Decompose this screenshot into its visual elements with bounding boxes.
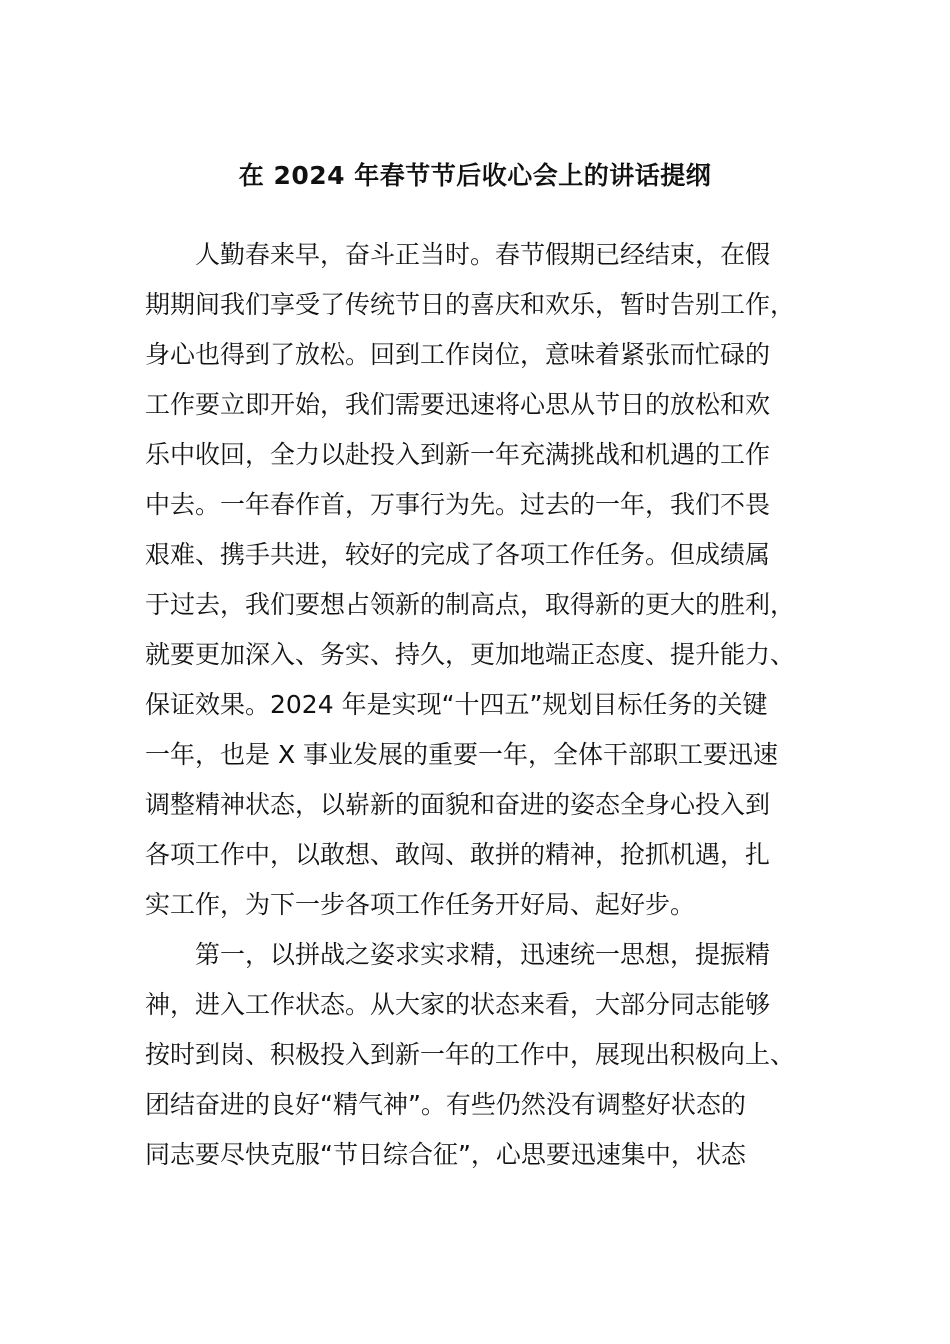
text-line: 团结奋进的良好“精气神”。有些仍然没有调整好状态的 (145, 1090, 746, 1119)
text-line: 身心也得到了放松。回到工作岗位，意味着紧张而忙碌的 (145, 340, 771, 369)
text-line: 于过去，我们要想占领新的制高点，取得新的更大的胜利， (145, 590, 796, 619)
paragraph-2 (145, 930, 805, 1180)
text-line: 保证效果。2024 年是实现“十四五”规划目标任务的关键 (145, 690, 768, 719)
text-line: 人勤春来早，奋斗正当时。春节假期已经结束，在假 (145, 240, 771, 269)
text-line: 一年，也是 X 事业发展的重要一年，全体干部职工要迅速 (145, 740, 779, 769)
text-line: 工作要立即开始，我们需要迅速将心思从节日的放松和欢 (145, 390, 771, 419)
text-line: 乐中收回，全力以赴投入到新一年充满挑战和机遇的工作 (145, 440, 771, 469)
text-line: 同志要尽快克服“节日综合征”，心思要迅速集中，状态 (145, 1140, 746, 1169)
text-line: 期期间我们享受了传统节日的喜庆和欢乐，暂时告别工作， (145, 290, 796, 319)
text-line: 就要更加深入、务实、持久，更加地端正态度、提升能力、 (145, 640, 796, 669)
document-body (145, 230, 805, 1180)
text-line: 第一，以拼战之姿求实求精，迅速统一思想，提振精 (145, 940, 771, 969)
document-title: 在 2024 年春节节后收心会上的讲话提纲 (238, 161, 712, 190)
text-line: 各项工作中，以敢想、敢闯、敢拼的精神，抢抓机遇，扎 (145, 840, 771, 869)
paragraph-1 (145, 230, 805, 930)
text-line: 按时到岗、积极投入到新一年的工作中，展现出积极向上、 (145, 1040, 796, 1069)
text-line: 中去。一年春作首，万事行为先。过去的一年，我们不畏 (145, 490, 771, 519)
text-line: 调整精神状态，以崭新的面貌和奋进的姿态全身心投入到 (145, 790, 771, 819)
text-line: 实工作，为下一步各项工作任务开好局、起好步。 (145, 890, 696, 919)
text-line: 神，进入工作状态。从大家的状态来看，大部分同志能够 (145, 990, 771, 1019)
text-line: 艰难、携手共进，较好的完成了各项工作任务。但成绩属 (145, 540, 771, 569)
